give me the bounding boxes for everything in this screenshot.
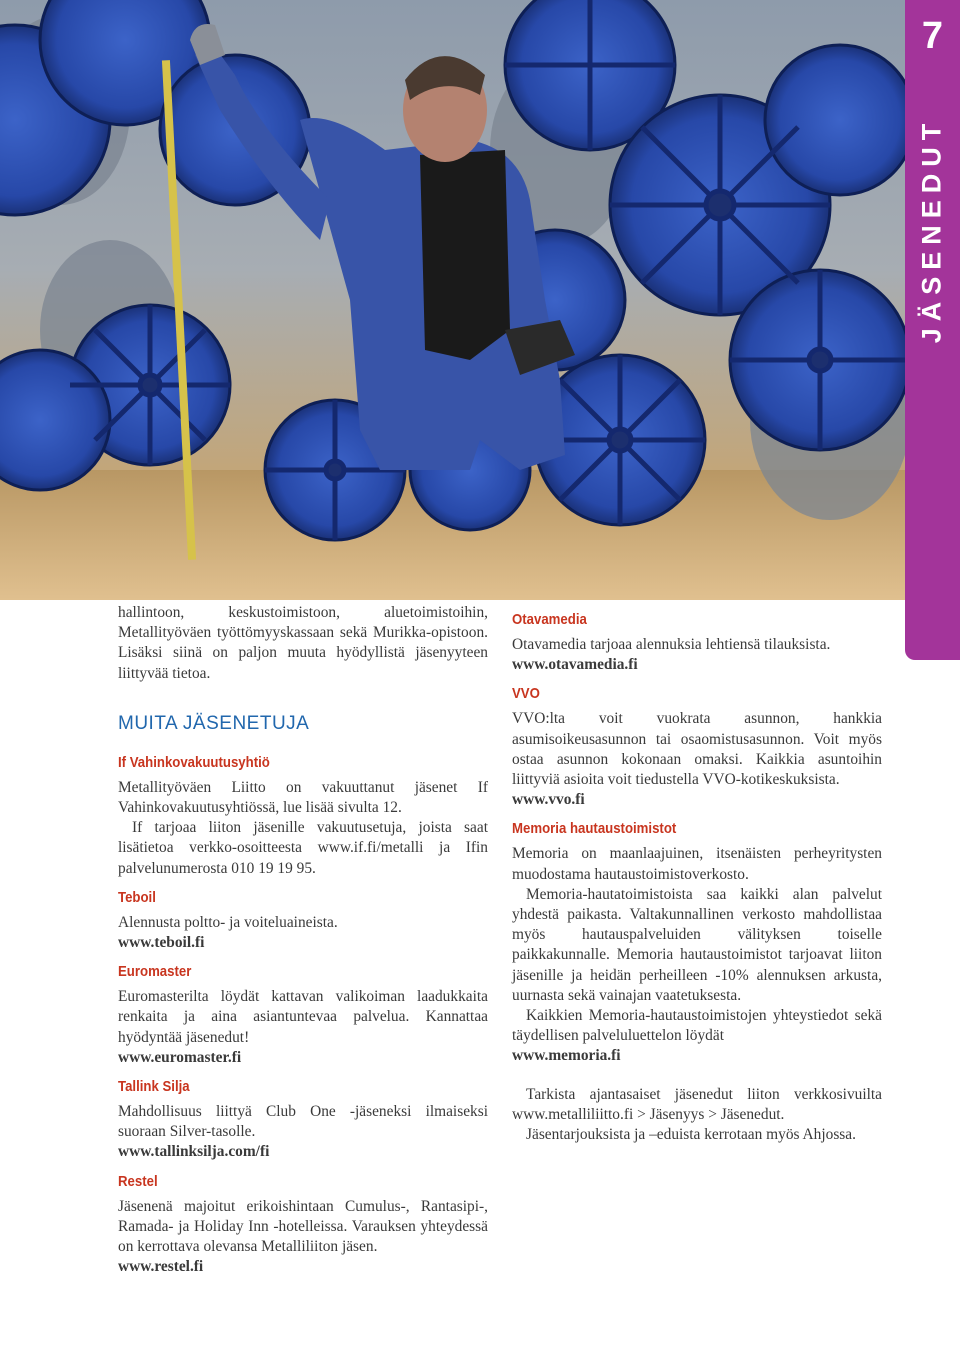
memoria-url[interactable]: www.memoria.fi bbox=[512, 1047, 621, 1065]
tallink-title: Tallink Silja bbox=[118, 1078, 190, 1096]
memoria-paragraph-1: Memoria on maanlaajuinen, itsenäisten perheyritysten muodostama hautaustoimistoverkosto. bbox=[512, 845, 882, 883]
intro-paragraph: hallintoon, keskustoimistoon, aluetoimistoihin, Metallityöväen työttömyyskassaan sekä Murikka-opistoon. Lisäksi siinä on paljon muuta hyödyllistä jäsenyyteen liittyvää tietoa. bbox=[118, 604, 488, 682]
restel-url[interactable]: www.restel.fi bbox=[118, 1258, 204, 1276]
page-number: 7 bbox=[921, 15, 944, 57]
memoria-title: Memoria hautaustoimistot bbox=[512, 820, 677, 838]
left-column bbox=[118, 603, 488, 1277]
section-tab bbox=[905, 0, 960, 660]
spacer bbox=[512, 1067, 882, 1085]
section-label: JÄSENEDUT bbox=[916, 116, 947, 344]
tallink-text: Mahdollisuus liittyä Club One -jäseneksi ilmaiseksi suoraan Silver-tasolle. bbox=[118, 1103, 488, 1141]
if-paragraph-2: If tarjoaa liiton jäsenille vakuutusetuja, joista saat lisätietoa verkko-osoitteesta www.if.fi/metalli ja Ifin palvelunumerosta 010 19 19 95. bbox=[118, 819, 488, 877]
teboil-text: Alennusta poltto- ja voiteluaineista. bbox=[118, 913, 338, 931]
otavamedia-url[interactable]: www.otavamedia.fi bbox=[512, 656, 638, 674]
outro-paragraph-2: Jäsentarjouksista ja –eduista kerrotaan myös Ahjossa. bbox=[526, 1126, 856, 1144]
teboil-url[interactable]: www.teboil.fi bbox=[118, 934, 205, 952]
vvo-url[interactable]: www.vvo.fi bbox=[512, 791, 585, 809]
memoria-paragraph-2: Memoria-hautatoimistoista saa kaikki alan palvelut yhdestä paikasta. Valtakunnallinen verkosto mahdollistaa myös hautauspalveluiden välityksen toiselle paikkakunnalle. Memoria hautaustoimistot tarjoavat liiton jäsenille ja heidän perheilleen -10% alennuksen arkusta, uurnasta sekä vainajan vaatetuksesta. bbox=[512, 885, 882, 1004]
if-paragraph-1: Metallityöväen Liitto on vakuuttanut jäsenet If Vahinkovakuutusyhtiössä, lue lisää sivulta 12. bbox=[118, 778, 488, 817]
worker-spools-photo bbox=[0, 0, 905, 600]
section-heading: MUITA JÄSENETUJA bbox=[118, 712, 310, 734]
otavamedia-title: Otavamedia bbox=[512, 611, 587, 628]
euromaster-text: Euromasterilta löydät kattavan valikoiman laadukkaita renkaita ja aina asiantuntevaa palvelua. Kannattaa hyödyntää jäsenedut! bbox=[118, 988, 488, 1046]
if-title: If Vahinkovakuutusyhtiö bbox=[118, 753, 270, 771]
outro-paragraph-1: Tarkista ajantasaiset jäsenedut liiton verkkosivuilta www.metalliliitto.fi > Jäsenyys > Jäsenedut. bbox=[512, 1085, 882, 1123]
teboil-title: Teboil bbox=[118, 888, 156, 906]
euromaster-url[interactable]: www.euromaster.fi bbox=[118, 1048, 242, 1066]
tallink-url[interactable]: www.tallinksilja.com/fi bbox=[118, 1143, 270, 1161]
right-column bbox=[512, 603, 882, 1145]
vvo-text: VVO:lta voit vuokrata asunnon, hankkia asumisoikeusasunnon tai osaomistusasunnon. Voit myös ostaa asunnon kokonaan omaksi. Kaikkia asuntoihin liittyviä asioita voit tiedustella VVO-kotikeskuksista. bbox=[512, 710, 882, 789]
restel-text: Jäsenenä majoitut erikoishintaan Cumulus-, Rantasipi-, Ramada- ja Holiday Inn -hotelleissa. Varauksen yhteydessä on kerrottava olevansa Metalliliiton jäsen. bbox=[118, 1197, 488, 1256]
restel-title: Restel bbox=[118, 1172, 158, 1190]
euromaster-title: Euromaster bbox=[118, 963, 192, 981]
vvo-title: VVO bbox=[512, 685, 540, 703]
otavamedia-text: Otavamedia tarjoaa alennuksia lehtiensä tilauksista. bbox=[512, 636, 831, 653]
memoria-paragraph-3: Kaikkien Memoria-hautaustoimistojen yhteystiedot sekä täydellisen palveluluettelon löydät bbox=[512, 1007, 882, 1045]
